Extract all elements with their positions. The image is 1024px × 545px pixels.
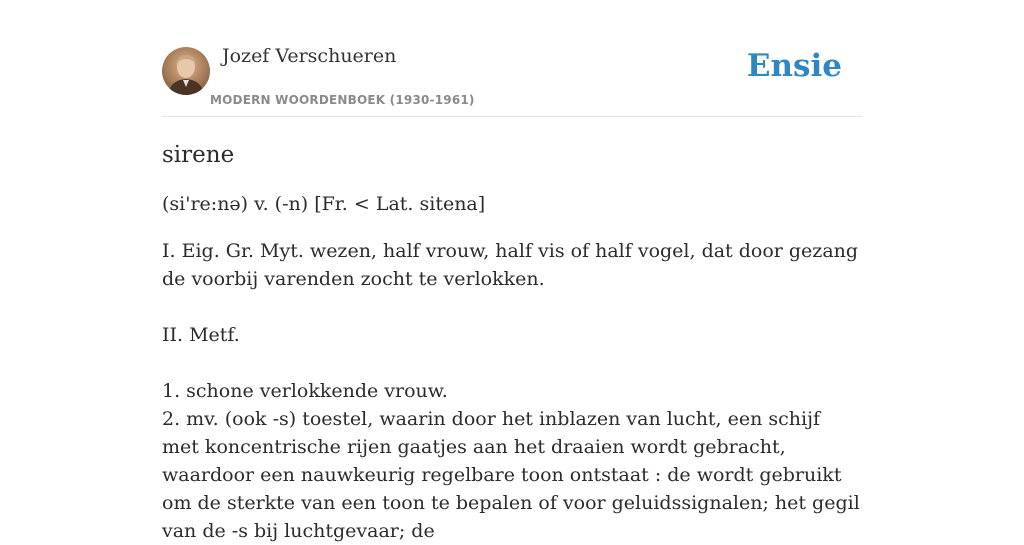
author-portrait-icon [162, 47, 210, 95]
entry-definition [162, 237, 862, 545]
header [162, 0, 862, 117]
author-name[interactable]: Jozef Verschueren [222, 45, 397, 67]
paragraph-gap [162, 293, 862, 321]
entry-term: sirene [162, 142, 235, 168]
source-title[interactable]: MODERN WOORDENBOEK (1930-1961) [210, 93, 475, 107]
entry-pronunciation: (si're:nə) v. (-n) [Fr. < Lat. sitena] [162, 193, 486, 215]
definition-line: 1. schone verlokkende vrouw. [162, 380, 448, 402]
avatar[interactable] [162, 47, 210, 95]
definition-line: II. Metf. [162, 324, 240, 346]
brand-logo[interactable]: Ensie [746, 48, 842, 84]
entry-content [162, 139, 862, 545]
page [162, 0, 862, 542]
definition-line: I. Eig. Gr. Myt. wezen, half vrouw, half vis of half vogel, dat door gezang de voorbij varenden zocht te verlokken. [162, 240, 859, 290]
definition-line: 2. mv. (ook -s) toestel, waarin door het inblazen van lucht, een schijf met koncentrische rijen gaatjes aan het draaien wordt gebracht, waardoor een nauwkeurig regelbare toon ontstaat : de wordt gebruikt om de sterkte van een toon te bepalen of voor geluidssignalen; het gegil van de -s bij luchtgevaar; de [162, 408, 860, 542]
paragraph-gap [162, 349, 862, 377]
